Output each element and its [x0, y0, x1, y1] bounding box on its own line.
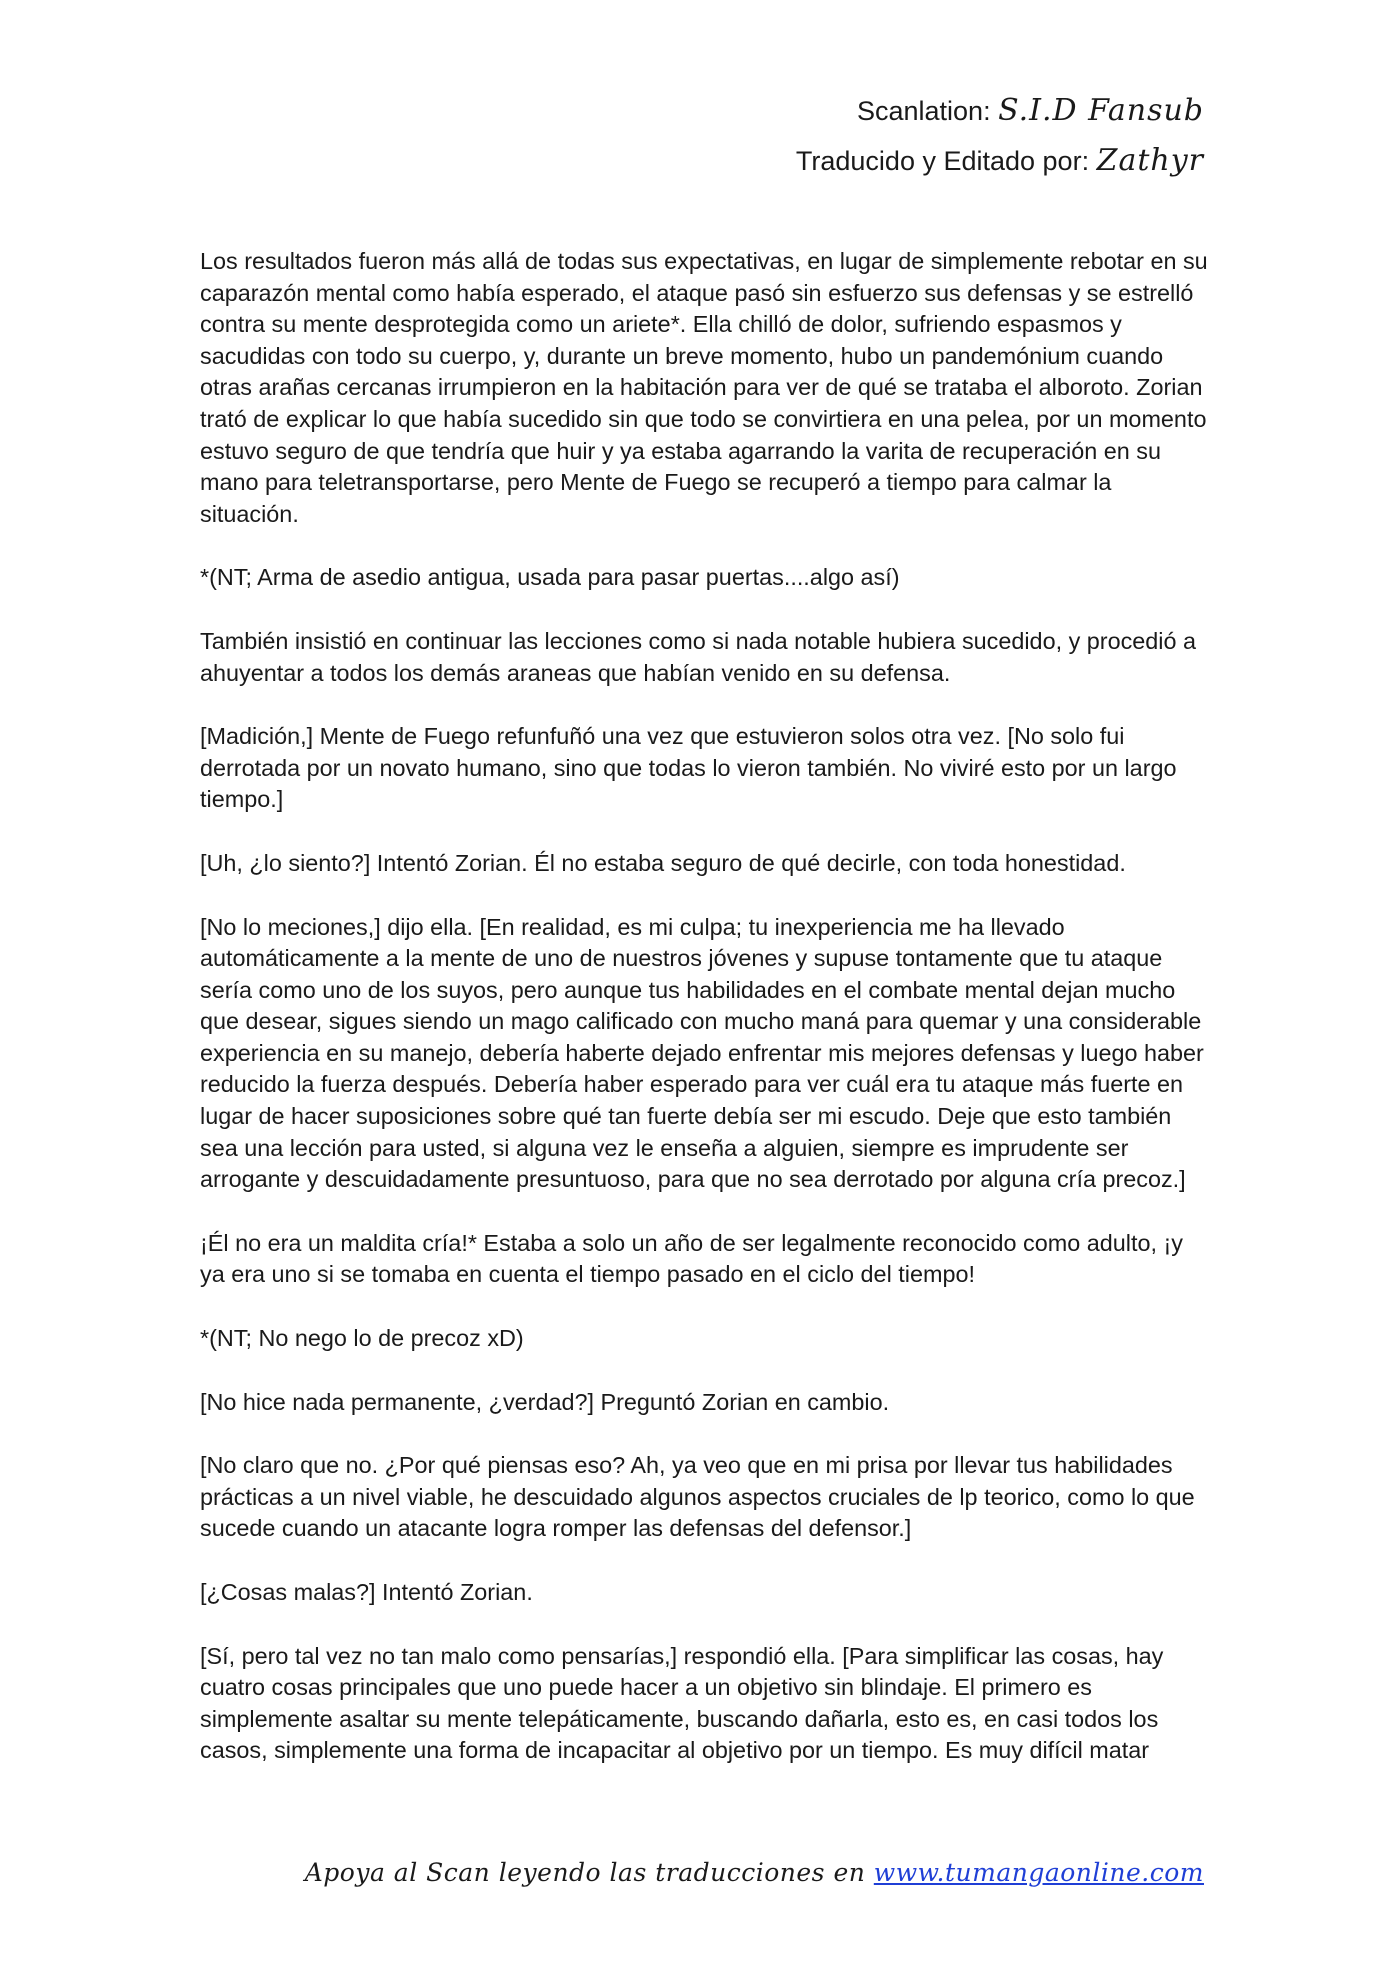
paragraph: También insistió en continuar las lecciones como si nada notable hubiera sucedido, y procedió a ahuyentar a todos los demás araneas que habían venido en su defensa. [200, 627, 1196, 686]
paragraph: [No claro que no. ¿Por qué piensas eso? Ah, ya veo que en mi prisa por llevar tus habilidades prácticas a un nivel viable, he descuidado algunos aspectos cruciales de lp teorico, como lo que sucede cuando un atacante logra romper las defensas del defensor.] [200, 1452, 1195, 1542]
paragraph: [No hice nada permanente, ¿verdad?] Preguntó Zorian en cambio. [200, 1388, 890, 1415]
translator-name: Zathyr [1096, 143, 1204, 178]
footer-text: Apoya al Scan leyendo las traducciones en [304, 1858, 866, 1887]
footer-link[interactable]: www.tumangaonline.com [873, 1858, 1204, 1887]
paragraph: [Sí, pero tal vez no tan malo como pensarías,] respondió ella. [Para simplificar las cosas, hay cuatro cosas principales que uno puede hacer a un objetivo sin blindaje. El primero es simplemente asaltar su mente telepáticamente, buscando dañarla, esto es, en casi todos los casos, simplemente una forma de incapacitar al objetivo por un tiempo. Es muy difícil matar [200, 1642, 1164, 1764]
paragraph: ¡Él no era un maldita cría!* Estaba a solo un año de ser legalmente reconocido como adulto, ¡y ya era uno si se tomaba en cuenta el tiempo pasado en el ciclo del tiempo! [200, 1229, 1183, 1288]
scanlation-name: S.I.D Fansub [998, 93, 1204, 128]
paragraph: [¿Cosas malas?] Intentó Zorian. [200, 1579, 533, 1605]
translator-credit [796, 136, 1204, 186]
translator-note: *(NT; No nego lo de precoz xD) [200, 1325, 524, 1352]
paragraph: [Madición,] Mente de Fuego refunfuñó una vez que estuvieron solos otra vez. [No solo fui derrotada por un novato humano, sino que todas lo vieron también. No viviré esto por un largo tiempo.] [200, 723, 1177, 813]
paragraph: [Uh, ¿lo siento?] Intentó Zorian. Él no estaba seguro de qué decirle, con toda honestidad. [200, 849, 1126, 876]
document-body [200, 246, 1210, 1799]
paragraph: Los resultados fueron más allá de todas sus expectativas, en lugar de simplemente rebotar en su caparazón mental como había esperado, el ataque pasó sin esfuerzo sus defensas y se estrelló contra su mente desprotegida como un ariete*. Ella chilló de dolor, sufriendo espasmos y sacudidas con todo su cuerpo, y, durante un breve momento, hubo un pandemónium cuando otras arañas cercanas irrumpieron en la habitación para ver de qué se trataba el alboroto. Zorian trató de explicar lo que había sucedido sin que todo se convirtiera en una pelea, por un momento estuvo seguro de que tendría que huir y ya estaba agarrando la varita de recuperación en su mano para teletransportarse, pero Mente de Fuego se recuperó a tiempo para calmar la situación. [200, 248, 1208, 527]
translator-note: *(NT; Arma de asedio antigua, usada para pasar puertas....algo así) [200, 564, 900, 591]
translator-label: Traducido y Editado por: [795, 146, 1090, 176]
paragraph: [No lo meciones,] dijo ella. [En realidad, es mi culpa; tu inexperiencia me ha llevado automáticamente a la mente de uno de nuestros jóvenes y supuse tontamente que tu ataque sería como uno de los suyos, pero aunque tus habilidades en el combate mental dejan mucho que desear, sigues siendo un mago calificado con mucho maná para quemar y una considerable experiencia en su manejo, debería haberte dejado enfrentar mis mejores defensas y luego haber reducido la fuerza después. Debería haber esperado para ver cuál era tu ataque más fuerte en lugar de hacer suposiciones sobre qué tan fuerte debía ser mi escudo. Deje que esto también sea una lección para usted, si alguna vez le enseña a alguien, siempre es imprudente ser arrogante y descuidadamente presuntuoso, para que no sea derrotado por alguna cría precoz.] [200, 913, 1204, 1193]
page-footer [305, 1858, 1204, 1887]
page-header [796, 86, 1204, 186]
scanlation-credit [796, 86, 1204, 136]
scanlation-label: Scanlation: [856, 96, 991, 126]
